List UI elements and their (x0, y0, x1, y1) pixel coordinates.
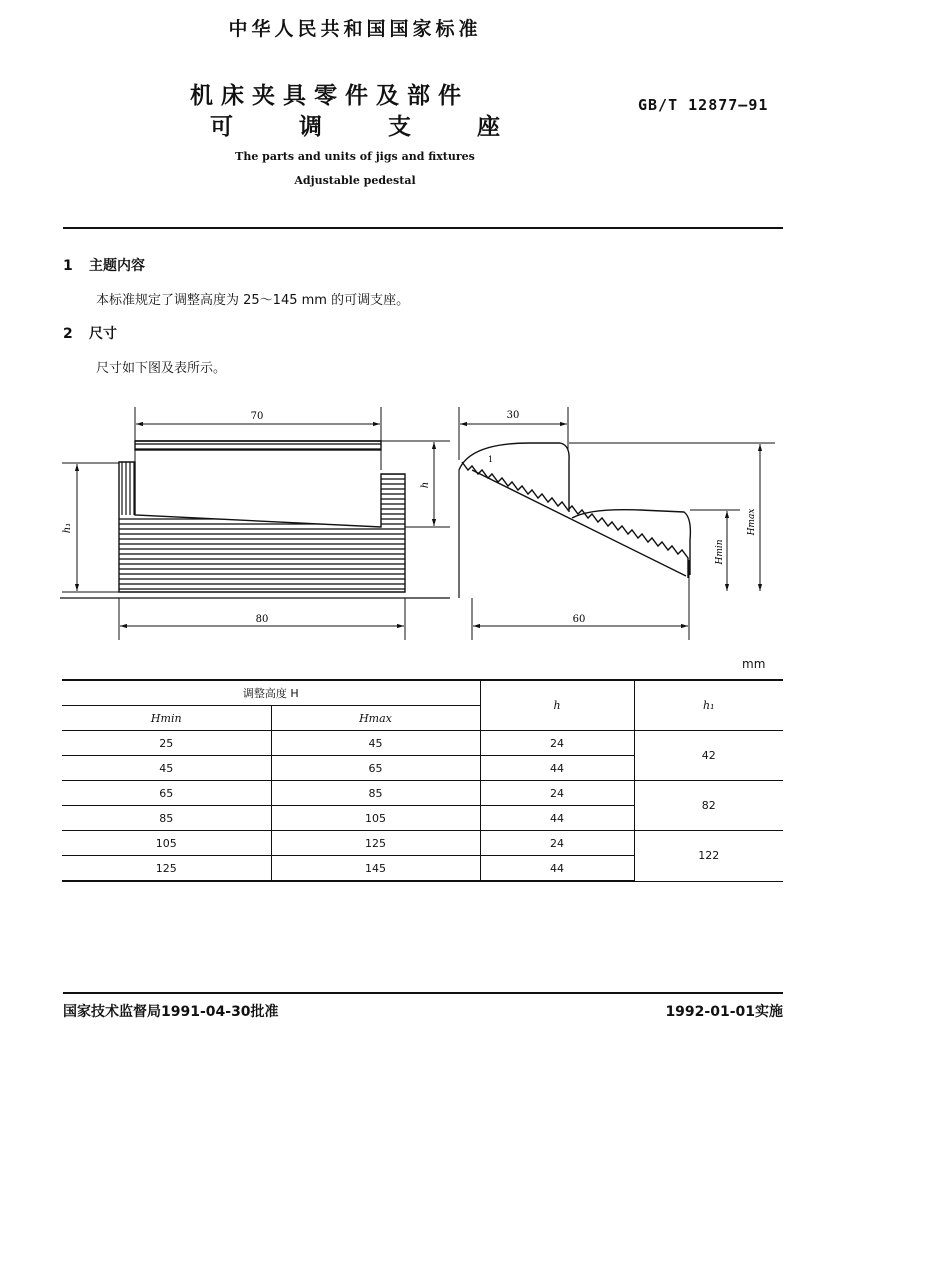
dimension-table (62, 679, 783, 882)
section-title: 主题内容 (89, 258, 145, 274)
adjust-height-header: 调整高度 H (62, 680, 480, 706)
dim-hmax-label: Hmax (747, 508, 757, 536)
hmin-cell: 25 (62, 731, 271, 756)
english-title-line1: The parts and units of jigs and fixtures (235, 150, 475, 163)
h1-cell: 122 (634, 831, 783, 882)
hmax-cell: 65 (271, 756, 480, 781)
hmax-cell: 125 (271, 831, 480, 856)
h-cell: 44 (480, 856, 634, 882)
hmin-cell: 45 (62, 756, 271, 781)
section-number: 2 (63, 326, 73, 342)
h-header: h (480, 680, 634, 731)
hmax-cell: 85 (271, 781, 480, 806)
detail-tick-label: 1 (488, 455, 494, 464)
national-standard-heading: 中华人民共和国国家标准 (228, 18, 482, 40)
title-char: 座 (477, 114, 500, 140)
section-2-text: 尺寸如下图及表所示。 (96, 361, 227, 376)
english-title-line2: Adjustable pedestal (294, 174, 416, 187)
hmax-cell: 105 (271, 806, 480, 831)
dim-hmin-label: Hmin (715, 539, 725, 565)
hmin-cell: 65 (62, 781, 271, 806)
hmin-cell: 85 (62, 806, 271, 831)
hmin-cell: 125 (62, 856, 271, 882)
document-title-line1: 机床夹具零件及部件 (190, 83, 469, 109)
hmax-header: Hmax (271, 706, 480, 731)
section-2-heading (63, 323, 117, 343)
standard-number: GB/T 12877—91 (638, 96, 769, 114)
hmax-cell: 145 (271, 856, 480, 882)
table-row (62, 731, 783, 756)
header-divider (63, 227, 783, 229)
title-char: 调 (299, 114, 322, 140)
unit-label: mm (742, 657, 766, 671)
section-1-text: 本标准规定了调整高度为 25～145 mm 的可调支座。 (96, 293, 410, 308)
title-char: 支 (388, 114, 411, 140)
h-cell: 44 (480, 806, 634, 831)
dim-60-label: 60 (572, 614, 586, 625)
section-number: 1 (63, 258, 73, 274)
h-cell: 24 (480, 731, 634, 756)
section-1-heading (63, 255, 145, 275)
right-view (459, 407, 775, 640)
h-cell: 24 (480, 831, 634, 856)
hmin-cell: 105 (62, 831, 271, 856)
left-view (60, 407, 450, 640)
h1-cell: 82 (634, 781, 783, 831)
title-char: 可 (210, 114, 233, 140)
document-title-line2 (210, 108, 500, 141)
h1-header: h₁ (634, 680, 783, 731)
hmin-header: Hmin (62, 706, 271, 731)
effective-date: 1992-01-01实施 (665, 1004, 783, 1020)
h-cell: 44 (480, 756, 634, 781)
table-row (62, 781, 783, 806)
footer-divider (63, 992, 783, 994)
table-header-row (62, 680, 783, 706)
section-title: 尺寸 (89, 326, 117, 342)
dim-70-label: 70 (250, 411, 264, 422)
approval-date: 国家技术监督局1991-04-30批准 (63, 1004, 279, 1020)
technical-drawing (0, 395, 950, 650)
h1-cell: 42 (634, 731, 783, 781)
table-row (62, 831, 783, 856)
dim-30-label: 30 (506, 410, 520, 421)
hmax-cell: 45 (271, 731, 480, 756)
dim-h1-label: h₁ (62, 522, 73, 534)
h-cell: 24 (480, 781, 634, 806)
dim-h-label: h (420, 481, 431, 489)
dim-80-label: 80 (255, 614, 269, 625)
